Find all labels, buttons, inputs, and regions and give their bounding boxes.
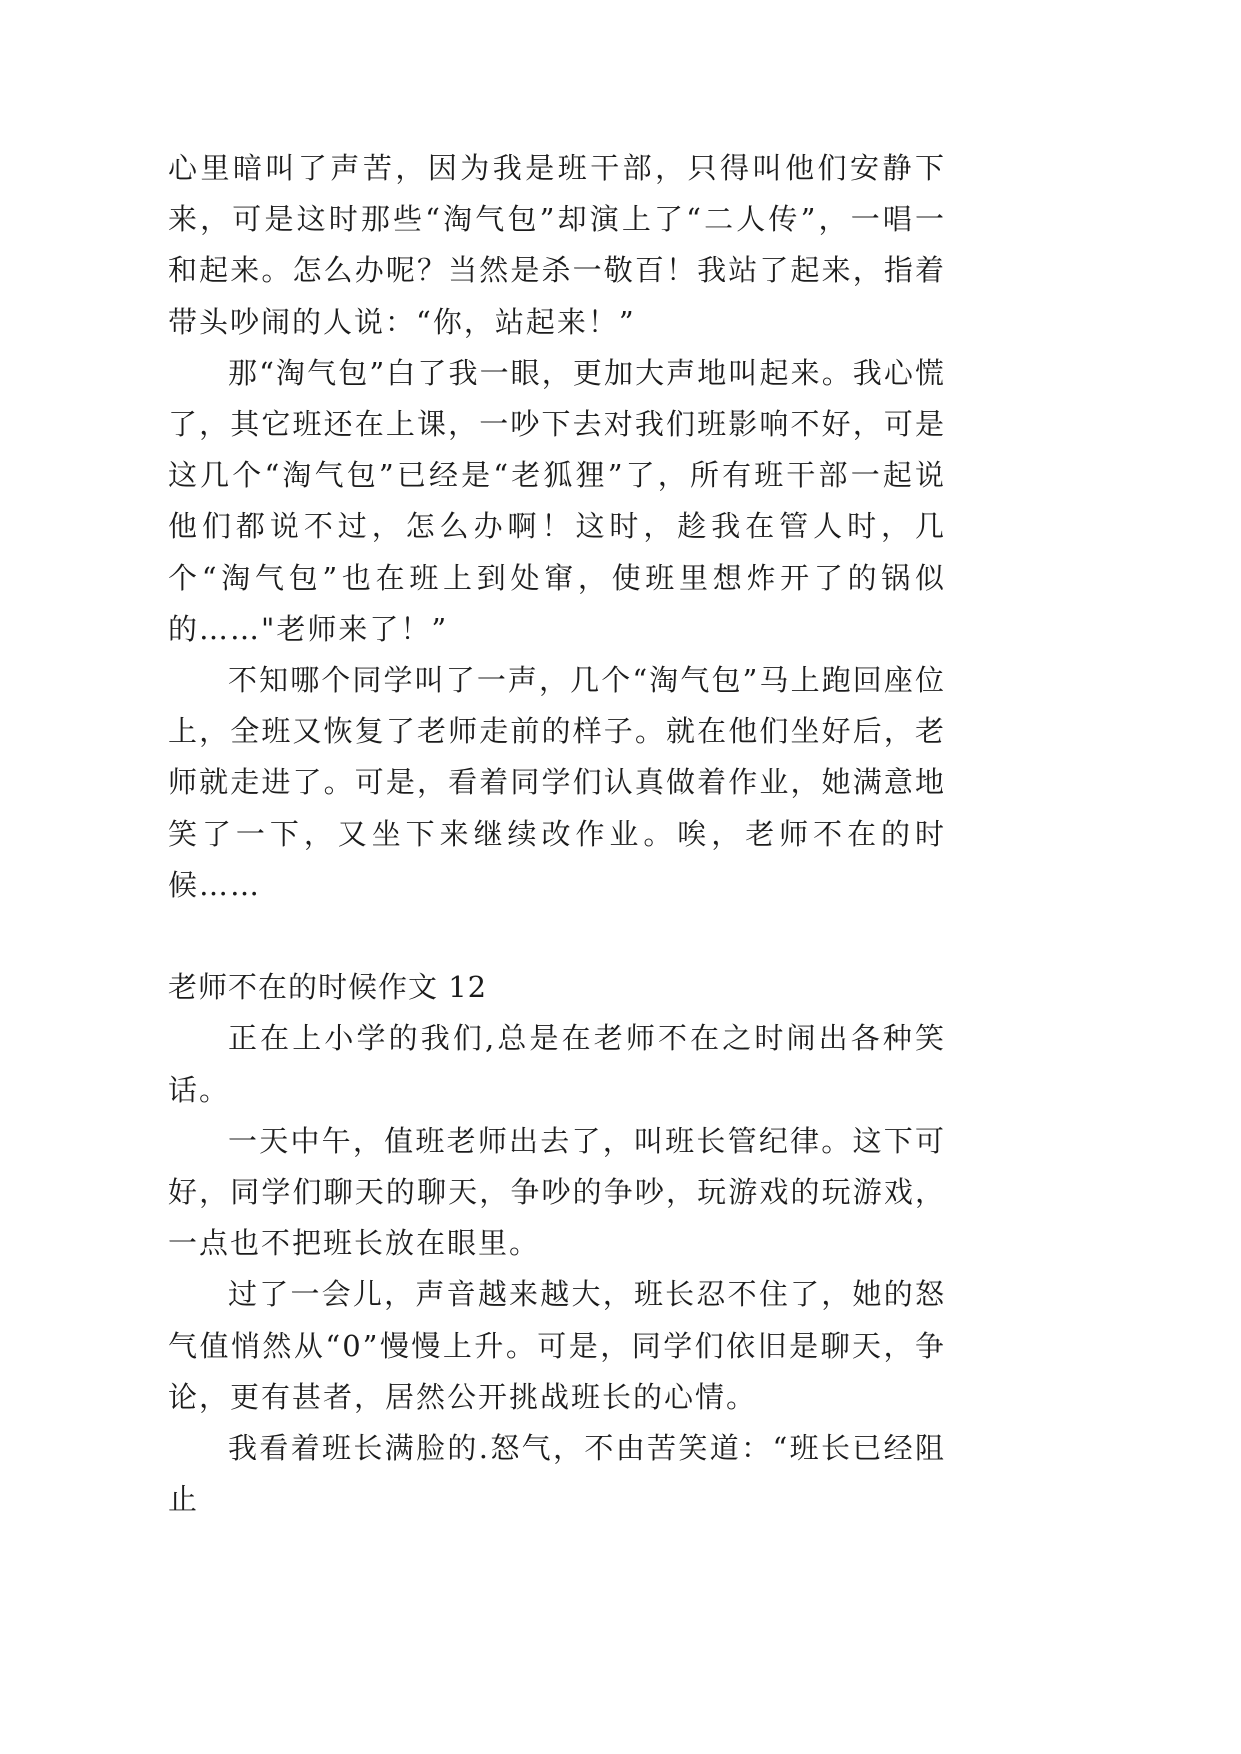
paragraph: 正在上小学的我们,总是在老师不在之时闹出各种笑话。 [168,1021,946,1107]
paragraph: 那“淘气包”白了我一眼，更加大声地叫起来。我心慌了，其它班还在上课，一吵下去对我们班影响不好，可是这几个“淘气包”已经是“老狐狸”了，所有班干部一起说他们都说不过，怎么办啊！这时，趁我在管人时，几个“淘气包”也在班上到处窜，使班里想炸开了的锅似的……"老师来了！” [168,355,946,646]
spacer [168,911,946,962]
paragraph: 过了一会儿，声音越来越大，班长忍不住了，她的怒气值悄然从“0”慢慢上升。可是，同学们依旧是聊天，争论，更有甚者，居然公开挑战班长的心情。 [168,1277,946,1414]
paragraph: 我看着班长满脸的.怒气，不由苦笑道：“班长已经阻止 [168,1431,946,1517]
paragraph: 不知哪个同学叫了一声，几个“淘气包”马上跑回座位上，全班又恢复了老师走前的样子。就在他们坐好后，老师就走进了。可是，看着同学们认真做着作业，她满意地笑了一下，又坐下来继续改作业。唉，老师不在的时候…… [168,663,946,902]
document-body [168,143,946,1525]
paragraph: 一天中午，值班老师出去了，叫班长管纪律。这下可好，同学们聊天的聊天，争吵的争吵，玩游戏的玩游戏，一点也不把班长放在眼里。 [168,1123,946,1261]
paragraph: 心里暗叫了声苦，因为我是班干部，只得叫他们安静下来，可是这时那些“淘气包”却演上了“二人传”，一唱一和起来。怎么办呢？当然是杀一敬百！我站了起来，指着带头吵闹的人说：“你，站起来！” [168,151,946,339]
essay-title: 老师不在的时候作文 12 [168,970,488,1005]
